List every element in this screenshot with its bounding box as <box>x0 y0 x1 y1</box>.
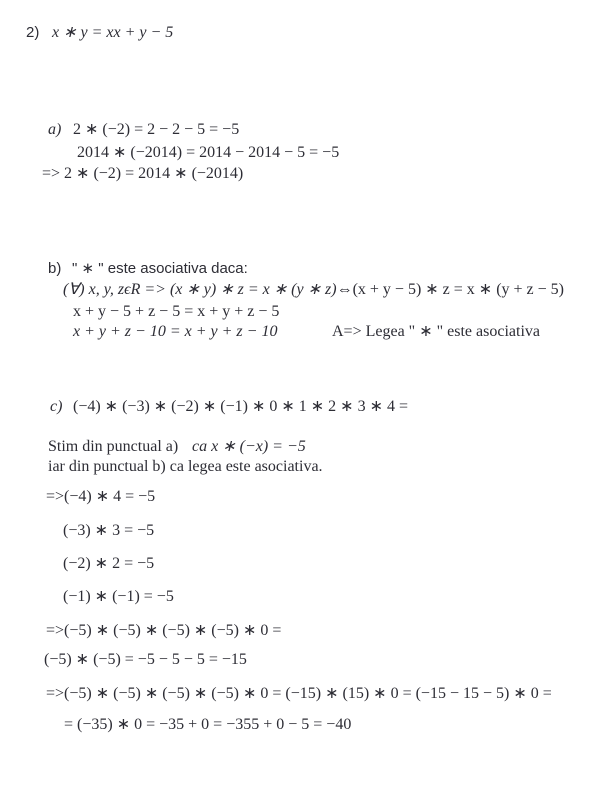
text-segment: x ∗ y = xx + y − 5 <box>52 24 174 41</box>
text-segment: Stim din punctual a) <box>48 438 179 455</box>
text-line <box>26 23 610 45</box>
text-line <box>0 437 610 459</box>
text-line <box>48 457 610 479</box>
text-line <box>48 120 610 142</box>
text-segment: x + y − 5 + z − 5 = x + y + z − 5 <box>73 303 280 320</box>
text-line <box>64 715 610 737</box>
text-segment: (−2) ∗ 2 = −5 <box>63 555 155 572</box>
text-segment: 2) <box>26 24 40 41</box>
text-segment: iar din punctual b) ca legea este asociativa. <box>48 458 323 475</box>
text-line <box>63 587 610 609</box>
text-line <box>46 487 610 509</box>
text-segment: =>(−5) ∗ (−5) ∗ (−5) ∗ (−5) ∗ 0 = (−15) ∗ (15) ∗ 0 = (−15 − 15 − 5) ∗ 0 = <box>46 685 552 702</box>
text-segment: c) <box>50 398 63 415</box>
text-line <box>44 650 610 672</box>
text-segment: 2014 ∗ (−2014) = 2014 − 2014 − 5 = −5 <box>77 144 340 161</box>
text-segment: =>(−4) ∗ 4 = −5 <box>46 488 156 505</box>
text-line <box>63 280 610 302</box>
text-segment: a) <box>48 121 62 138</box>
text-segment: (∀) x, y, zϵR => (x ∗ y) ∗ z = x ∗ (y ∗ z) <box>63 281 337 298</box>
text-segment: b) <box>48 260 62 277</box>
text-segment: (−3) ∗ 3 = −5 <box>63 522 155 539</box>
text-segment: ⇔ <box>336 281 353 298</box>
text-segment: x + y + z − 10 = x + y + z − 10 <box>73 323 278 340</box>
text-segment: (−4) ∗ (−3) ∗ (−2) ∗ (−1) ∗ 0 ∗ 1 ∗ 2 ∗ 3 ∗ 4 = <box>73 398 408 415</box>
text-line <box>46 621 610 643</box>
text-segment: " ∗ " este asociativa daca: <box>72 260 248 277</box>
text-line <box>50 397 610 419</box>
text-segment: 2 ∗ (−2) = 2 − 2 − 5 = −5 <box>73 121 240 138</box>
text-segment: => 2 ∗ (−2) = 2014 ∗ (−2014) <box>42 165 244 182</box>
text-line <box>48 259 610 281</box>
text-line <box>77 143 610 165</box>
text-segment: =>(−5) ∗ (−5) ∗ (−5) ∗ (−5) ∗ 0 = <box>46 622 282 639</box>
text-segment: (−5) ∗ (−5) = −5 − 5 − 5 = −15 <box>44 651 247 668</box>
text-segment: ca x ∗ (−x) = −5 <box>192 438 306 455</box>
text-line <box>63 554 610 576</box>
text-line <box>0 322 610 344</box>
text-segment: = (−35) ∗ 0 = −35 + 0 = −355 + 0 − 5 = −40 <box>64 716 352 733</box>
text-segment: (−1) ∗ (−1) = −5 <box>63 588 174 605</box>
text-segment: (x + y − 5) ∗ z = x ∗ (y + z − 5) <box>352 281 565 298</box>
text-segment: A=> Legea " ∗ " este asociativa <box>332 323 540 340</box>
text-line <box>73 302 610 324</box>
text-line <box>46 684 610 706</box>
text-line <box>63 521 610 543</box>
text-line <box>42 164 610 186</box>
